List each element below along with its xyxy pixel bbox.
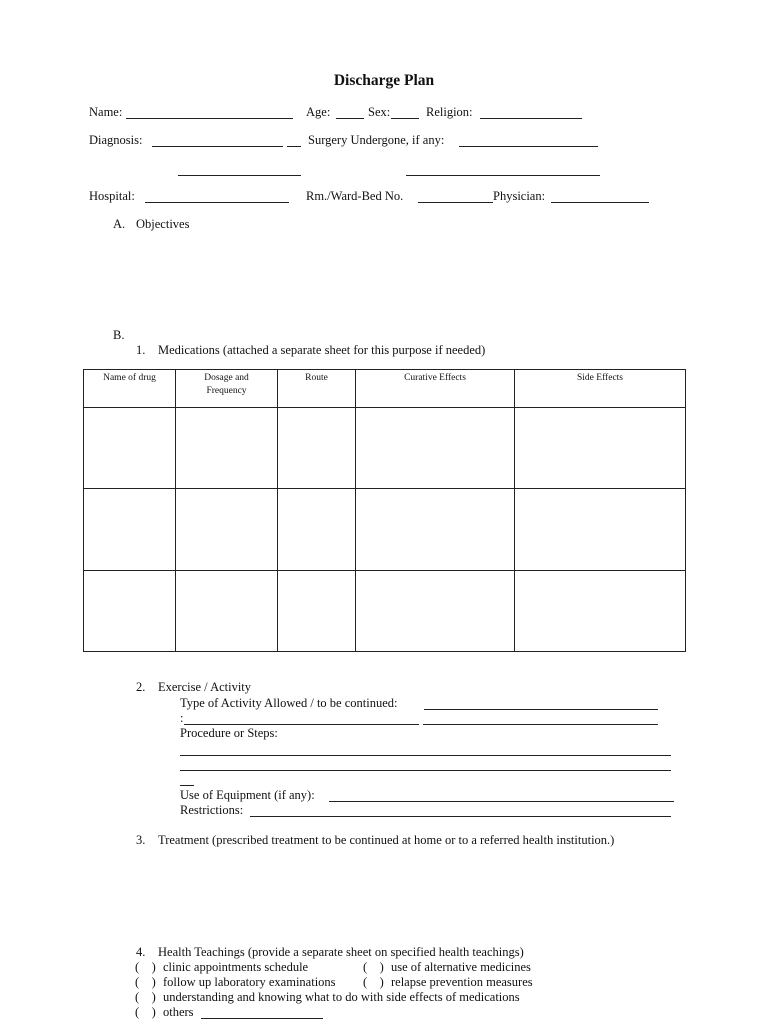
equipment-field[interactable] (329, 801, 674, 802)
column-header-side-effects: Side Effects (515, 370, 686, 408)
treatment-heading: Treatment (prescribed treatment to be continued at home or to a referred health institution.) (158, 833, 615, 847)
diagnosis-field-line2[interactable] (178, 175, 301, 176)
table-cell[interactable] (515, 570, 686, 651)
hospital-field[interactable] (145, 202, 289, 203)
procedure-field-line3[interactable] (180, 785, 194, 786)
age-label: Age: (306, 105, 331, 119)
checkbox-others[interactable]: ( ) (135, 1005, 156, 1019)
restrictions-label: Restrictions: (180, 803, 244, 817)
table-cell[interactable] (515, 489, 686, 570)
table-cell[interactable] (356, 489, 515, 570)
surgery-label: Surgery Undergone, if any: (308, 133, 445, 147)
table-row (84, 489, 686, 570)
column-header-dosage-frequency: Dosage and Frequency (176, 370, 278, 408)
clinic-appointments-label: clinic appointments schedule (163, 960, 309, 974)
others-label: others (163, 1005, 194, 1019)
sex-field[interactable] (391, 118, 419, 119)
checkbox-alternative-medicines[interactable]: ( ) (363, 960, 384, 974)
section-b-letter: B. (113, 328, 125, 342)
table-cell[interactable] (176, 489, 278, 570)
religion-label: Religion: (426, 105, 473, 119)
table-row (84, 570, 686, 651)
diagnosis-label: Diagnosis: (89, 133, 143, 147)
surgery-field[interactable] (459, 146, 598, 147)
objectives-heading: Objectives (136, 217, 190, 231)
procedure-field-line2[interactable] (180, 770, 671, 771)
diagnosis-field-extra[interactable] (287, 146, 301, 147)
exercise-number: 2. (136, 680, 146, 694)
table-cell[interactable] (278, 489, 356, 570)
name-field[interactable] (126, 118, 293, 119)
activity-type-field-line2b[interactable] (423, 724, 658, 725)
table-row (84, 408, 686, 489)
checkbox-clinic-appointments[interactable]: ( ) (135, 960, 156, 974)
physician-label: Physician: (493, 189, 546, 203)
medications-number: 1. (136, 343, 146, 357)
column-header-route: Route (278, 370, 356, 408)
table-cell[interactable] (84, 570, 176, 651)
hospital-label: Hospital: (89, 189, 135, 203)
activity-colon: : (180, 711, 184, 725)
surgery-field-line2[interactable] (406, 175, 600, 176)
page-title: Discharge Plan (333, 72, 435, 89)
table-cell[interactable] (84, 408, 176, 489)
column-header-name-of-drug: Name of drug (84, 370, 176, 408)
sex-label: Sex: (368, 105, 391, 119)
physician-field[interactable] (551, 202, 649, 203)
restrictions-field[interactable] (250, 816, 671, 817)
activity-type-field[interactable] (424, 709, 658, 710)
activity-type-field-line2[interactable] (184, 724, 419, 725)
religion-field[interactable] (480, 118, 582, 119)
column-header-curative-effects: Curative Effects (356, 370, 515, 408)
table-cell[interactable] (515, 408, 686, 489)
table-cell[interactable] (176, 570, 278, 651)
name-label: Name: (89, 105, 123, 119)
teachings-number: 4. (136, 945, 146, 959)
age-field[interactable] (336, 118, 364, 119)
side-effects-label: understanding and knowing what to do with side effects of medications (163, 990, 520, 1004)
checkbox-relapse-prevention[interactable]: ( ) (363, 975, 384, 989)
table-cell[interactable] (356, 408, 515, 489)
medications-table (83, 369, 686, 652)
table-cell[interactable] (278, 408, 356, 489)
table-cell[interactable] (356, 570, 515, 651)
section-a-letter: A. (113, 217, 126, 231)
lab-examinations-label: follow up laboratory examinations (163, 975, 336, 989)
procedure-label: Procedure or Steps: (180, 726, 278, 740)
exercise-heading: Exercise / Activity (158, 680, 252, 694)
checkbox-side-effects[interactable]: ( ) (135, 990, 156, 1004)
treatment-number: 3. (136, 833, 146, 847)
equipment-label: Use of Equipment (if any): (180, 788, 315, 802)
medications-heading: Medications (attached a separate sheet for this purpose if needed) (158, 343, 486, 357)
table-cell[interactable] (176, 408, 278, 489)
procedure-field-line1[interactable] (180, 755, 671, 756)
diagnosis-field[interactable] (152, 146, 283, 147)
rm-ward-bed-field[interactable] (418, 202, 493, 203)
table-cell[interactable] (278, 570, 356, 651)
others-field[interactable] (201, 1018, 323, 1019)
alternative-medicines-label: use of alternative medicines (391, 960, 531, 974)
relapse-prevention-label: relapse prevention measures (391, 975, 533, 989)
teachings-heading: Health Teachings (provide a separate sheet on specified health teachings) (158, 945, 524, 959)
table-cell[interactable] (84, 489, 176, 570)
checkbox-lab-examinations[interactable]: ( ) (135, 975, 156, 989)
activity-type-label: Type of Activity Allowed / to be continued: (180, 696, 398, 710)
rm-ward-bed-label: Rm./Ward-Bed No. (306, 189, 404, 203)
table-header-row (84, 370, 686, 408)
